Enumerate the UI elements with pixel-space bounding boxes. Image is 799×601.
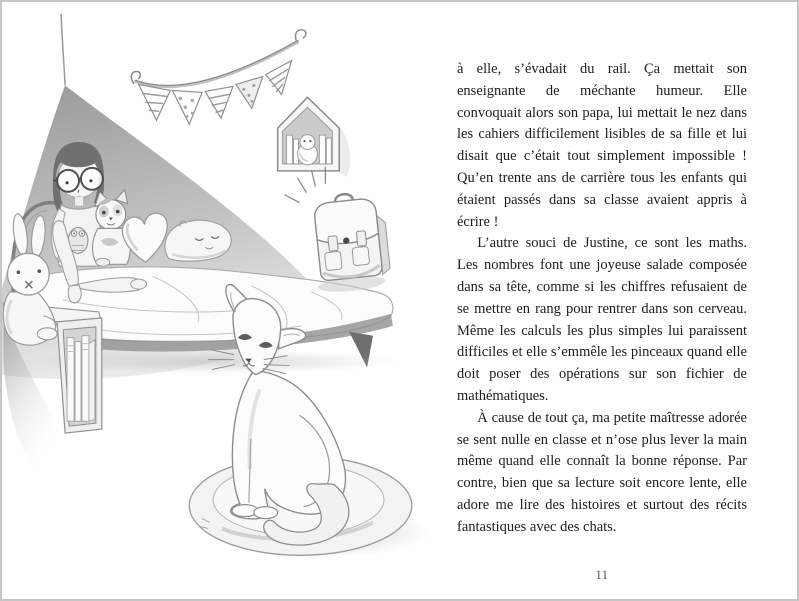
emphasis-rays <box>285 167 326 203</box>
page-number: 11 <box>595 568 609 582</box>
bedroom-illustration <box>2 2 454 599</box>
bird-figurine <box>298 135 318 165</box>
text-column <box>457 59 747 539</box>
pennant-flag <box>205 86 233 118</box>
pennant-garland <box>131 30 306 124</box>
paragraph: à elle, s’évadait du rail. Ça mettait son enseignante de méchante humeur. Elle convoquait alors son papa, lui mettait le nez dans les cahiers difficilement lisibles de sa fille et lui disait que c’était tout simplement impossible ! Qu’en trente ans de carrière tous les enfants qui étaient passés dans sa classe avaient appris à écrire ! <box>457 61 747 230</box>
shelf-books <box>67 336 95 421</box>
paragraph: À cause de tout ça, ma petite maîtresse adorée se sent nulle en classe et n’ose plus lever la main même quand elle connaît la bonne réponse. Par contre, bien que sa lecture soit encore lente, elle adore me lire des histoires et surtout des récits fantastiques avec des chats. <box>457 409 747 535</box>
pennant-flag <box>236 77 263 109</box>
girl-foot <box>68 285 81 303</box>
house-shaped-wall-shelf <box>278 97 351 176</box>
bunny-head <box>7 253 49 295</box>
paragraph: L’autre souci de Justine, ce sont les maths. Les nombres font une joyeuse salade composée dans sa tête, comme si les chiffres refusaient de se mettre en rang pour rentrer dans son cerveau. Même les calculs les plus simples lui paraissent difficiles et elle s’emmêle les pinceaux quand elle doit poser des opérations sur son fichier de mathématiques. <box>457 235 747 404</box>
cat-right-ear <box>279 329 306 349</box>
pennant-flag <box>172 90 202 124</box>
